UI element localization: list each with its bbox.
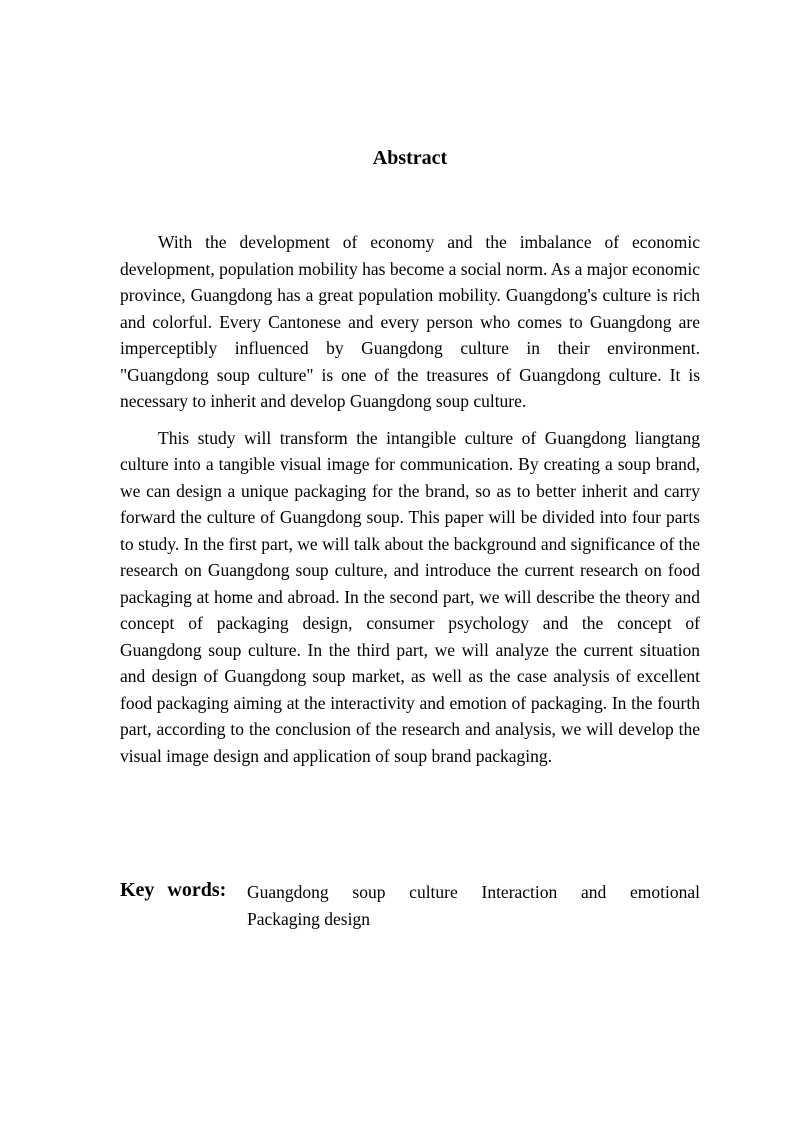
abstract-paragraph-1: With the development of economy and the imbalance of economic development, population mobility has become a social norm. As a major economic province, Guangdong has a great population mobility. Guangdong's culture is rich and colorful. Every Cantonese and every person who comes to Guangdong are imperceptibly influenced by Guangdong culture in their environment. "Guangdong soup culture" is one of the treasures of Guangdong culture. It is necessary to inherit and develop Guangdong soup culture. [120,232,700,411]
abstract-title: Abstract [372,147,448,169]
keywords-line-2: Packaging design [247,909,370,929]
abstract-paragraph-2: This study will transform the intangible culture of Guangdong liangtang culture into a tangible visual image for communication. By creating a soup brand, we can design a unique packaging for the brand, so as to better inherit and carry forward the culture of Guangdong soup. This paper will be divided into four parts to study. In the first part, we will talk about the background and significance of the research on Guangdong soup culture, and introduce the current research on food packaging at home and abroad. In the second part, we will describe the theory and concept of packaging design, consumer psychology and the concept of Guangdong soup culture. In the third part, we will analyze the current situation and design of Guangdong soup market, as well as the case analysis of excellent food packaging aiming at the interactivity and emotion of packaging. In the fourth part, according to the conclusion of the research and analysis, we will develop the visual image design and application of soup brand packaging. [120,427,700,766]
keywords-line-1: Guangdong soup culture Interaction and emotional [247,882,700,902]
keywords-label: Key words: [120,879,227,901]
abstract-body [120,229,700,769]
